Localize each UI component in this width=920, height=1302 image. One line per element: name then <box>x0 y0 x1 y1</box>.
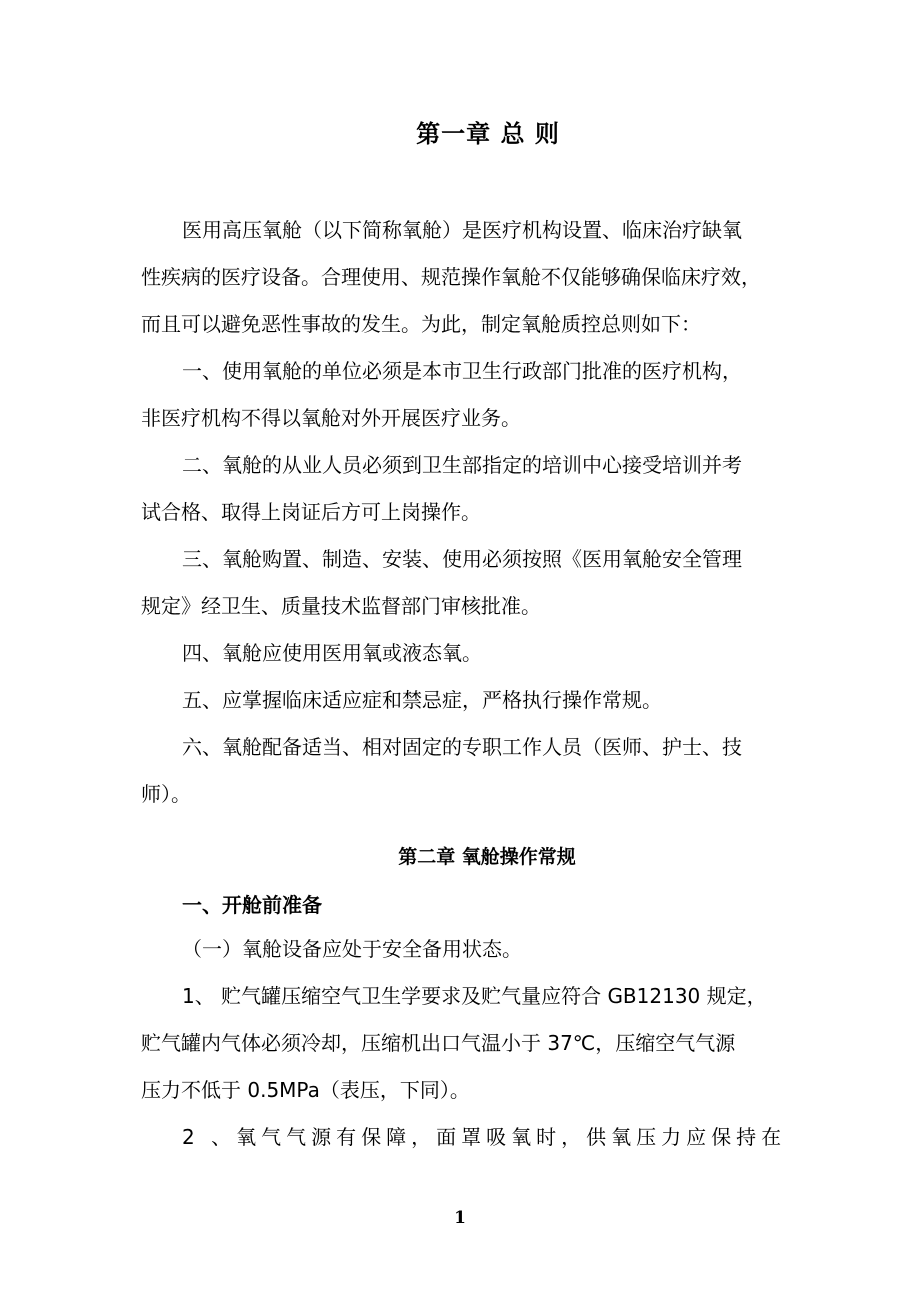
intro-line-3: 而且可以避免恶性事故的发生。为此，制定氧舱质控总则如下： <box>141 312 701 336</box>
rule-item-1 <box>141 348 781 442</box>
subsection-1: （一）氧舱设备应处于安全备用状态。 <box>182 937 522 961</box>
rule-item-2-line-2: 试合格、取得上岗证后方可上岗操作。 <box>141 500 481 524</box>
rule-item-6 <box>141 724 781 818</box>
rule-item-3-line-2: 规定》经卫生、质量技术监督部门审核批准。 <box>141 594 541 618</box>
chapter-1-title: 第一章 总 则 <box>416 120 560 148</box>
rule-item-3-line-1: 三、氧舱购置、制造、安装、使用必须按照《医用氧舱安全管理 <box>182 547 742 571</box>
intro-paragraph <box>141 207 781 348</box>
sub-item-1-line-1: 1、 贮气罐压缩空气卫生学要求及贮气量应符合 GB12130 规定， <box>182 984 767 1008</box>
sub-item-1-line-2: 贮气罐内气体必须冷却，压缩机出口气温小于 37℃，压缩空气气源 <box>141 1031 736 1055</box>
rule-item-5 <box>141 677 781 724</box>
intro-line-1: 医用高压氧舱（以下简称氧舱）是医疗机构设置、临床治疗缺氧 <box>182 218 742 242</box>
chapter-1-body <box>141 207 781 818</box>
rule-item-3 <box>141 536 781 630</box>
section-heading-preparation: 一、开舱前准备 <box>182 893 322 917</box>
rule-item-4 <box>141 630 781 677</box>
sub-item-2-line-1: 2 、氧气气源有保障，面罩吸氧时，供氧压力应保持在 <box>182 1125 787 1149</box>
sub-item-1-line-3: 压力不低于 0.5MPa（表压，下同）。 <box>141 1078 470 1102</box>
rule-item-6-line-2: 师）。 <box>141 782 191 806</box>
chapter-2-title: 第二章 氧舱操作常规 <box>398 846 576 868</box>
intro-line-2: 性疾病的医疗设备。合理使用、规范操作氧舱不仅能够确保临床疗效， <box>141 265 761 289</box>
page-number: 1 <box>454 1208 466 1228</box>
rule-item-1-line-2: 非医疗机构不得以氧舱对外开展医疗业务。 <box>141 406 521 430</box>
sub-item-1 <box>141 973 781 1114</box>
chapter-2-body <box>141 926 787 1161</box>
rule-item-4-line-1: 四、氧舱应使用医用氧或液态氧。 <box>182 641 482 665</box>
rule-item-2-line-1: 二、氧舱的从业人员必须到卫生部指定的培训中心接受培训并考 <box>182 453 742 477</box>
rule-item-6-line-1: 六、氧舱配备适当、相对固定的专职工作人员（医师、护士、技 <box>182 735 742 759</box>
rule-item-1-line-1: 一、使用氧舱的单位必须是本市卫生行政部门批准的医疗机构， <box>182 359 742 383</box>
rule-item-2 <box>141 442 781 536</box>
rule-item-5-line-1: 五、应掌握临床适应症和禁忌症，严格执行操作常规。 <box>182 688 662 712</box>
